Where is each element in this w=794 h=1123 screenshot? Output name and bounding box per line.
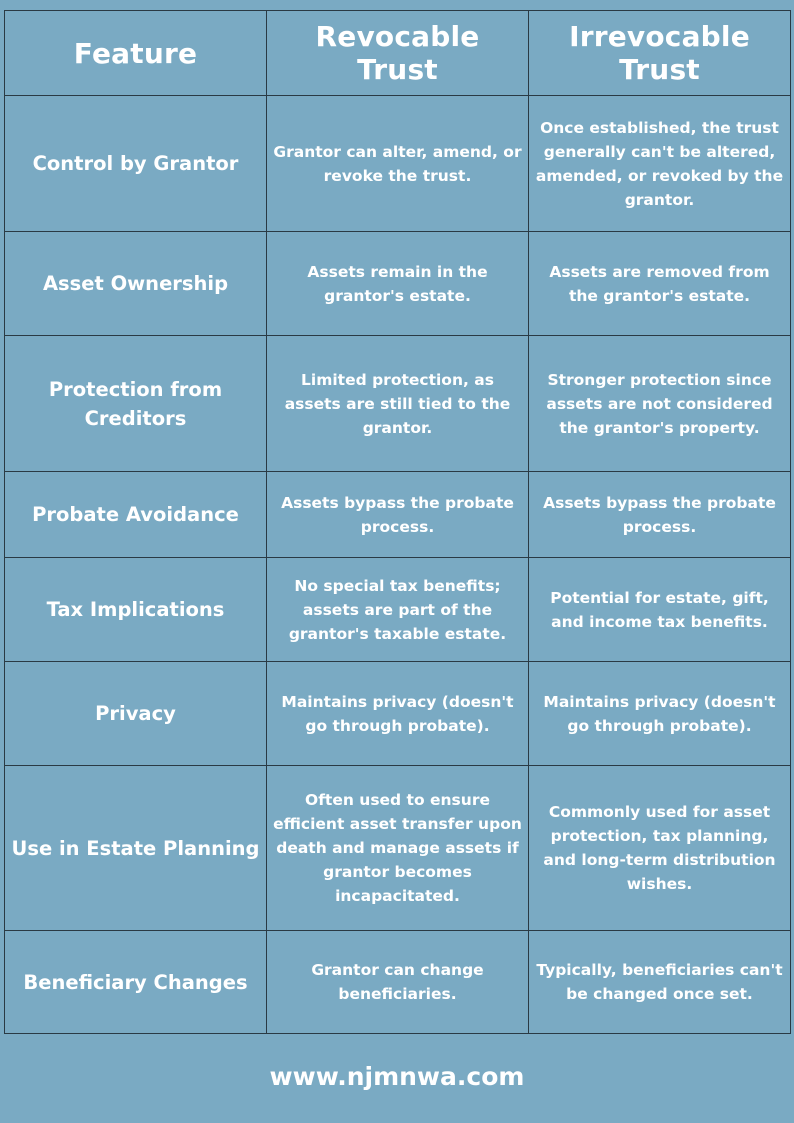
header-feature: Feature bbox=[5, 11, 267, 96]
table-row bbox=[5, 662, 791, 766]
revocable-cell: Often used to ensure efficient asset transfer upon death and manage assets if grantor becomes incapacitated. bbox=[267, 766, 529, 931]
trust-comparison-table bbox=[4, 10, 791, 1034]
table-row bbox=[5, 558, 791, 662]
irrevocable-cell: Stronger protection since assets are not considered the grantor's property. bbox=[529, 336, 791, 472]
table-row bbox=[5, 336, 791, 472]
revocable-cell: Assets remain in the grantor's estate. bbox=[267, 232, 529, 336]
feature-cell: Probate Avoidance bbox=[5, 472, 267, 558]
header-row bbox=[5, 11, 791, 96]
revocable-cell: Assets bypass the probate process. bbox=[267, 472, 529, 558]
header-revocable-trust: Revocable Trust bbox=[267, 11, 529, 96]
irrevocable-cell: Typically, beneficiaries can't be changed once set. bbox=[529, 931, 791, 1034]
website-url[interactable]: www.njmnwa.com bbox=[269, 1062, 525, 1091]
feature-cell: Protection from Creditors bbox=[5, 336, 267, 472]
irrevocable-cell: Potential for estate, gift, and income tax benefits. bbox=[529, 558, 791, 662]
header-irrevocable-trust: Irrevocable Trust bbox=[529, 11, 791, 96]
revocable-cell: Limited protection, as assets are still tied to the grantor. bbox=[267, 336, 529, 472]
table-row bbox=[5, 96, 791, 232]
revocable-cell: Grantor can change beneficiaries. bbox=[267, 931, 529, 1034]
table-row bbox=[5, 472, 791, 558]
table-row bbox=[5, 766, 791, 931]
irrevocable-cell: Once established, the trust generally can't be altered, amended, or revoked by the grantor. bbox=[529, 96, 791, 232]
feature-cell: Control by Grantor bbox=[5, 96, 267, 232]
feature-cell: Use in Estate Planning bbox=[5, 766, 267, 931]
irrevocable-cell: Commonly used for asset protection, tax planning, and long-term distribution wishes. bbox=[529, 766, 791, 931]
revocable-cell: Maintains privacy (doesn't go through probate). bbox=[267, 662, 529, 766]
feature-cell: Privacy bbox=[5, 662, 267, 766]
feature-cell: Beneficiary Changes bbox=[5, 931, 267, 1034]
irrevocable-cell: Assets bypass the probate process. bbox=[529, 472, 791, 558]
revocable-cell: Grantor can alter, amend, or revoke the trust. bbox=[267, 96, 529, 232]
table-row bbox=[5, 232, 791, 336]
feature-cell: Asset Ownership bbox=[5, 232, 267, 336]
feature-cell: Tax Implications bbox=[5, 558, 267, 662]
table-row bbox=[5, 931, 791, 1034]
irrevocable-cell: Assets are removed from the grantor's estate. bbox=[529, 232, 791, 336]
revocable-cell: No special tax benefits; assets are part of the grantor's taxable estate. bbox=[267, 558, 529, 662]
irrevocable-cell: Maintains privacy (doesn't go through probate). bbox=[529, 662, 791, 766]
